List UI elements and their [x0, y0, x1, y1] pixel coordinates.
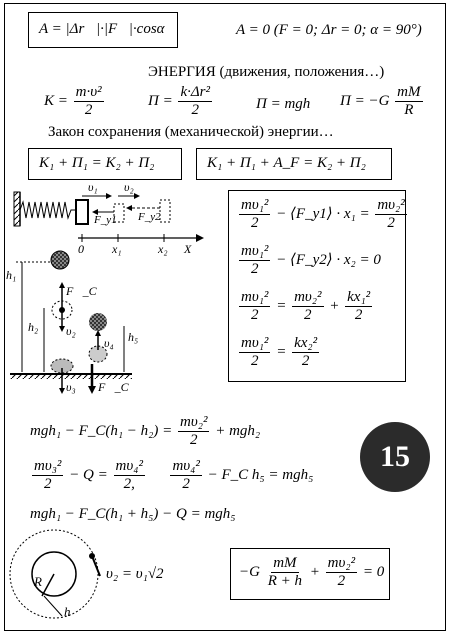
conservation-heading: Закон сохранения (механической) энергии…	[48, 124, 334, 140]
label-h2: h₂	[28, 320, 39, 334]
x-axis-arrow	[196, 234, 204, 242]
label-v2: υ₂	[124, 180, 134, 194]
field-potential-energy: П = −G $\frac{mM}{R}$	[340, 84, 421, 118]
label-fy2: F_y2	[138, 211, 161, 223]
label-0: 0	[78, 242, 84, 256]
label-X: X	[184, 242, 192, 256]
ball-eq-3: mgh₁ − F_C(h₁ + h₅) − Q = mgh₅	[30, 506, 236, 522]
page-number-badge: 15	[360, 422, 430, 492]
work-formula-box: A = |Δr⃗|·|F⃗|·cosα	[28, 12, 178, 48]
ball-h5	[89, 313, 107, 331]
label-v1: υ₁	[88, 180, 98, 194]
spring-block-x2	[160, 200, 170, 222]
velocity-relation: υ₂ = υ₁√2	[106, 566, 164, 582]
label-fc-top: F⃗_C	[66, 284, 97, 298]
label-h5: h₅	[128, 330, 139, 344]
label-v4-ball: υ₄	[104, 336, 114, 350]
label-v3-ball: υ₃	[66, 380, 76, 394]
spring-eq-2: $\frac{\text{mυ₁²}}{2}$ − ⟨F_y2⟩ · x₂ = 0	[241, 243, 381, 277]
gravity-potential-energy: П = mgh	[256, 96, 311, 112]
label-x2: x₂	[158, 242, 168, 256]
label-fy1: F_y1	[94, 214, 117, 226]
label-h1: h₁	[6, 268, 17, 282]
spring-wall	[14, 192, 20, 226]
work-A: A	[39, 21, 48, 37]
conservation-law-box-2: K₁ + П₁ + A_F = K₂ + П₂	[196, 148, 392, 180]
kinetic-energy: K = $\frac{\text{m·υ²}}{2}$	[44, 84, 102, 118]
ball-top	[51, 251, 69, 269]
label-R: R	[34, 574, 42, 589]
conservation-law-box-1: K₁ + П₁ = K₂ + П₂	[28, 148, 182, 180]
spring-eq-1: $\frac{\text{mυ₁²}}{2}$ − ⟨F_y1⟩ · x₁ = $\frac{\text{mυ₂²}}{2}$	[241, 197, 405, 231]
spring-block	[76, 200, 88, 224]
ball-eq-1: mgh₁ − F_C(h₁ − h₂) = $\frac{\text{mυ₂²}}{2}$ + mgh₂	[30, 414, 261, 448]
label-fc-bottom: F⃗_C	[98, 380, 129, 394]
spring-coil	[20, 202, 75, 218]
spring-potential-energy: П = $\frac{\text{k·Δr²}}{2}$	[148, 84, 211, 118]
spring-equations-box	[228, 190, 406, 382]
ball-eq-2: $\frac{\text{mυ₃²}}{2}$ − Q = $\frac{\text{mυ₄²}}{2,}$ $\frac{\text{mυ₄²}}{2}$ − F_C h₅ = mgh₅	[34, 458, 314, 492]
label-x1: x₁	[112, 242, 122, 256]
work-formula-rhs: |Δr⃗|·|F⃗|·cosα	[65, 21, 165, 37]
spring-eq-4: $\frac{\text{mυ₁²}}{2}$ = $\frac{\text{kx₂²}}{2}$	[241, 335, 318, 369]
spring-eq-3: $\frac{\text{mυ₁²}}{2}$ = $\frac{\text{mυ₂²}}{2}$ + $\frac{\text{kx₁²}}{2}$	[241, 289, 371, 323]
escape-velocity-box: −G $\frac{mM}{R + h}$ + $\frac{\text{mυ₂²}}{2}$ = 0	[230, 548, 390, 600]
label-v2-ball: υ₂	[66, 324, 76, 338]
energy-heading: ЭНЕРГИЯ (движения, положения…)	[148, 64, 385, 80]
label-h: h	[64, 604, 71, 619]
work-zero-case: A = 0 (F = 0; Δr = 0; α = 90°)	[236, 22, 422, 38]
